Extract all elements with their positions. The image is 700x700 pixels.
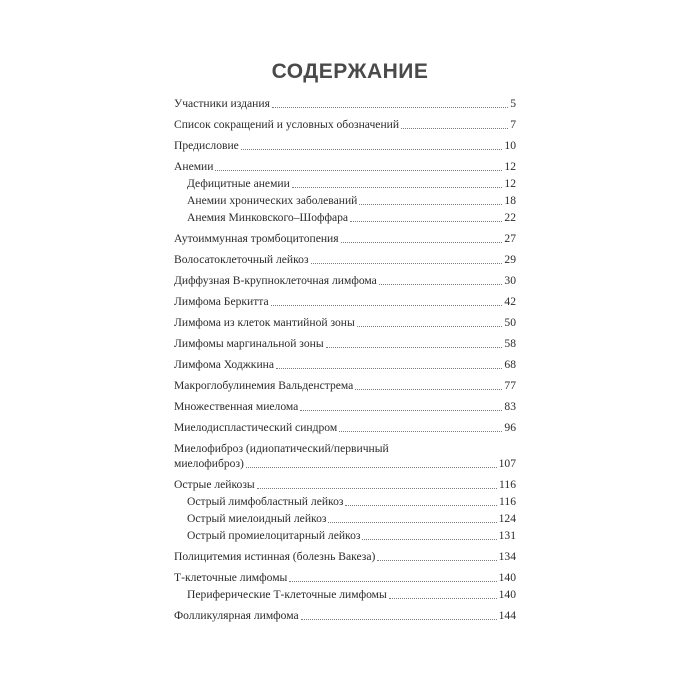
toc-entry-page: 107 xyxy=(498,457,516,470)
toc-entry xyxy=(174,337,516,351)
toc-leader-dots xyxy=(362,538,496,540)
toc-entry-page: 77 xyxy=(504,379,516,392)
toc-entry-page: 10 xyxy=(504,139,516,152)
toc-entry-page: 96 xyxy=(504,421,516,434)
toc-entry-label: Участники издания xyxy=(174,97,270,110)
toc-entry-label: Лимфома Ходжкина xyxy=(174,358,274,371)
toc-entry-page: 116 xyxy=(499,495,516,508)
toc-entry-page: 68 xyxy=(504,358,516,371)
toc-entry-continuation xyxy=(174,457,516,471)
toc-entry-page: 58 xyxy=(504,337,516,350)
toc-entry xyxy=(174,232,516,246)
toc-entry-page: 5 xyxy=(510,97,516,110)
toc-entry xyxy=(174,253,516,267)
toc-entry-label: Макроглобулинемия Вальденстрема xyxy=(174,379,354,392)
toc-leader-dots xyxy=(271,304,503,306)
toc-entry-label: Анемия Минковского–Шоффара xyxy=(187,211,349,224)
toc-entry xyxy=(174,160,516,174)
toc-leader-dots xyxy=(246,466,497,468)
toc-entry-label: Полицитемия истинная (болезнь Вакеза) xyxy=(174,550,376,563)
toc-entry-label: Лимфома Беркитта xyxy=(174,295,269,308)
toc-entry-label: Аутоиммунная тромбоцитопения xyxy=(174,232,339,245)
toc-entry-page: 12 xyxy=(504,160,516,173)
toc-entry-page: 140 xyxy=(498,571,516,584)
toc-entry xyxy=(174,529,516,543)
toc-leader-dots xyxy=(377,559,496,561)
toc-entry-page: 140 xyxy=(498,588,516,601)
toc-entry xyxy=(174,588,516,602)
toc-leader-dots xyxy=(300,409,502,411)
toc-leader-dots xyxy=(359,203,502,205)
toc-entry-page: 144 xyxy=(498,609,516,622)
toc-entry xyxy=(174,550,516,564)
toc-leader-dots xyxy=(215,169,502,171)
toc-entry xyxy=(174,512,516,526)
toc-entry xyxy=(174,379,516,393)
toc-leader-dots xyxy=(355,388,502,390)
toc-entry xyxy=(174,442,516,471)
toc-leader-dots xyxy=(389,597,497,599)
toc-entry-label: Острый миелоидный лейкоз xyxy=(187,512,327,525)
toc-leader-dots xyxy=(401,127,508,129)
toc-entry-label-cont: миелофиброз) xyxy=(174,457,244,470)
toc-entry-label: Волосатоклеточный лейкоз xyxy=(174,253,309,266)
toc-entry-label: Лимфома из клеток мантийной зоны xyxy=(174,316,355,329)
toc-leader-dots xyxy=(345,504,497,506)
toc-leader-dots xyxy=(276,367,502,369)
toc-entry-label: Множественная миелома xyxy=(174,400,299,413)
toc-entry xyxy=(174,316,516,330)
toc-entry-label: Фолликулярная лимфома xyxy=(174,609,299,622)
toc-entry-page: 18 xyxy=(504,194,516,207)
toc-entry-page: 42 xyxy=(504,295,516,308)
toc-entry-label: Анемии xyxy=(174,160,214,173)
toc-entry-label: Т-клеточные лимфомы xyxy=(174,571,288,584)
toc-entry xyxy=(174,571,516,585)
toc-entry xyxy=(174,609,516,623)
toc-entry-page: 131 xyxy=(498,529,516,542)
toc-entry xyxy=(174,211,516,225)
toc-entry-page: 29 xyxy=(504,253,516,266)
toc-entry-label: Список сокращений и условных обозначений xyxy=(174,118,400,131)
toc-entry xyxy=(174,421,516,435)
toc-entry-label: Анемии хронических заболеваний xyxy=(187,194,358,207)
toc-leader-dots xyxy=(357,325,503,327)
toc-leader-dots xyxy=(326,346,503,348)
toc-entry xyxy=(174,295,516,309)
toc-entry-label: Острый промиелоцитарный лейкоз xyxy=(187,529,361,542)
toc-entry-page: 124 xyxy=(498,512,516,525)
toc-entry xyxy=(174,118,516,132)
toc-entry-page: 7 xyxy=(510,118,516,131)
page-title: СОДЕРЖАНИЕ xyxy=(271,60,429,83)
toc-entry-page: 30 xyxy=(504,274,516,287)
toc-leader-dots xyxy=(311,262,503,264)
toc-entry xyxy=(174,478,516,492)
toc-entry-label: Острые лейкозы xyxy=(174,478,255,491)
toc-entry-page: 12 xyxy=(504,177,516,190)
toc-leader-dots xyxy=(257,487,497,489)
toc-entry xyxy=(174,194,516,208)
toc-entry xyxy=(174,97,516,111)
toc-entry-label: Миелодиспластический синдром xyxy=(174,421,338,434)
toc-leader-dots xyxy=(339,430,502,432)
toc-leader-dots xyxy=(301,618,497,620)
toc-entry xyxy=(174,358,516,372)
toc-entry-page: 116 xyxy=(499,478,516,491)
toc-entry-page: 83 xyxy=(504,400,516,413)
toc-entry xyxy=(174,177,516,191)
toc-entry xyxy=(174,274,516,288)
toc-entry-page: 22 xyxy=(504,211,516,224)
toc-entry-page: 134 xyxy=(498,550,516,563)
toc-leader-dots xyxy=(272,106,508,108)
toc-entry xyxy=(174,400,516,414)
toc-entry-label: Лимфомы маргинальной зоны xyxy=(174,337,324,350)
toc-entry-label: Дефицитные анемии xyxy=(187,177,290,190)
toc-entry-label: Диффузная В-крупноклеточная лимфома xyxy=(174,274,377,287)
table-of-contents xyxy=(174,97,516,623)
toc-entry-label: Предисловие xyxy=(174,139,239,152)
toc-entry-label: Периферические Т-клеточные лимфомы xyxy=(187,588,387,601)
toc-leader-dots xyxy=(241,148,503,150)
toc-entry-label: Острый лимфобластный лейкоз xyxy=(187,495,344,508)
toc-entry-page: 27 xyxy=(504,232,516,245)
toc-entry-page: 50 xyxy=(504,316,516,329)
toc-leader-dots xyxy=(379,283,503,285)
toc-entry xyxy=(174,495,516,509)
toc-entry-label: Миелофиброз (идиопатический/первичный xyxy=(174,442,389,455)
toc-leader-dots xyxy=(289,580,496,582)
toc-leader-dots xyxy=(292,186,503,188)
toc-leader-dots xyxy=(341,241,503,243)
toc-leader-dots xyxy=(350,220,502,222)
toc-entry xyxy=(174,139,516,153)
toc-leader-dots xyxy=(328,521,496,523)
